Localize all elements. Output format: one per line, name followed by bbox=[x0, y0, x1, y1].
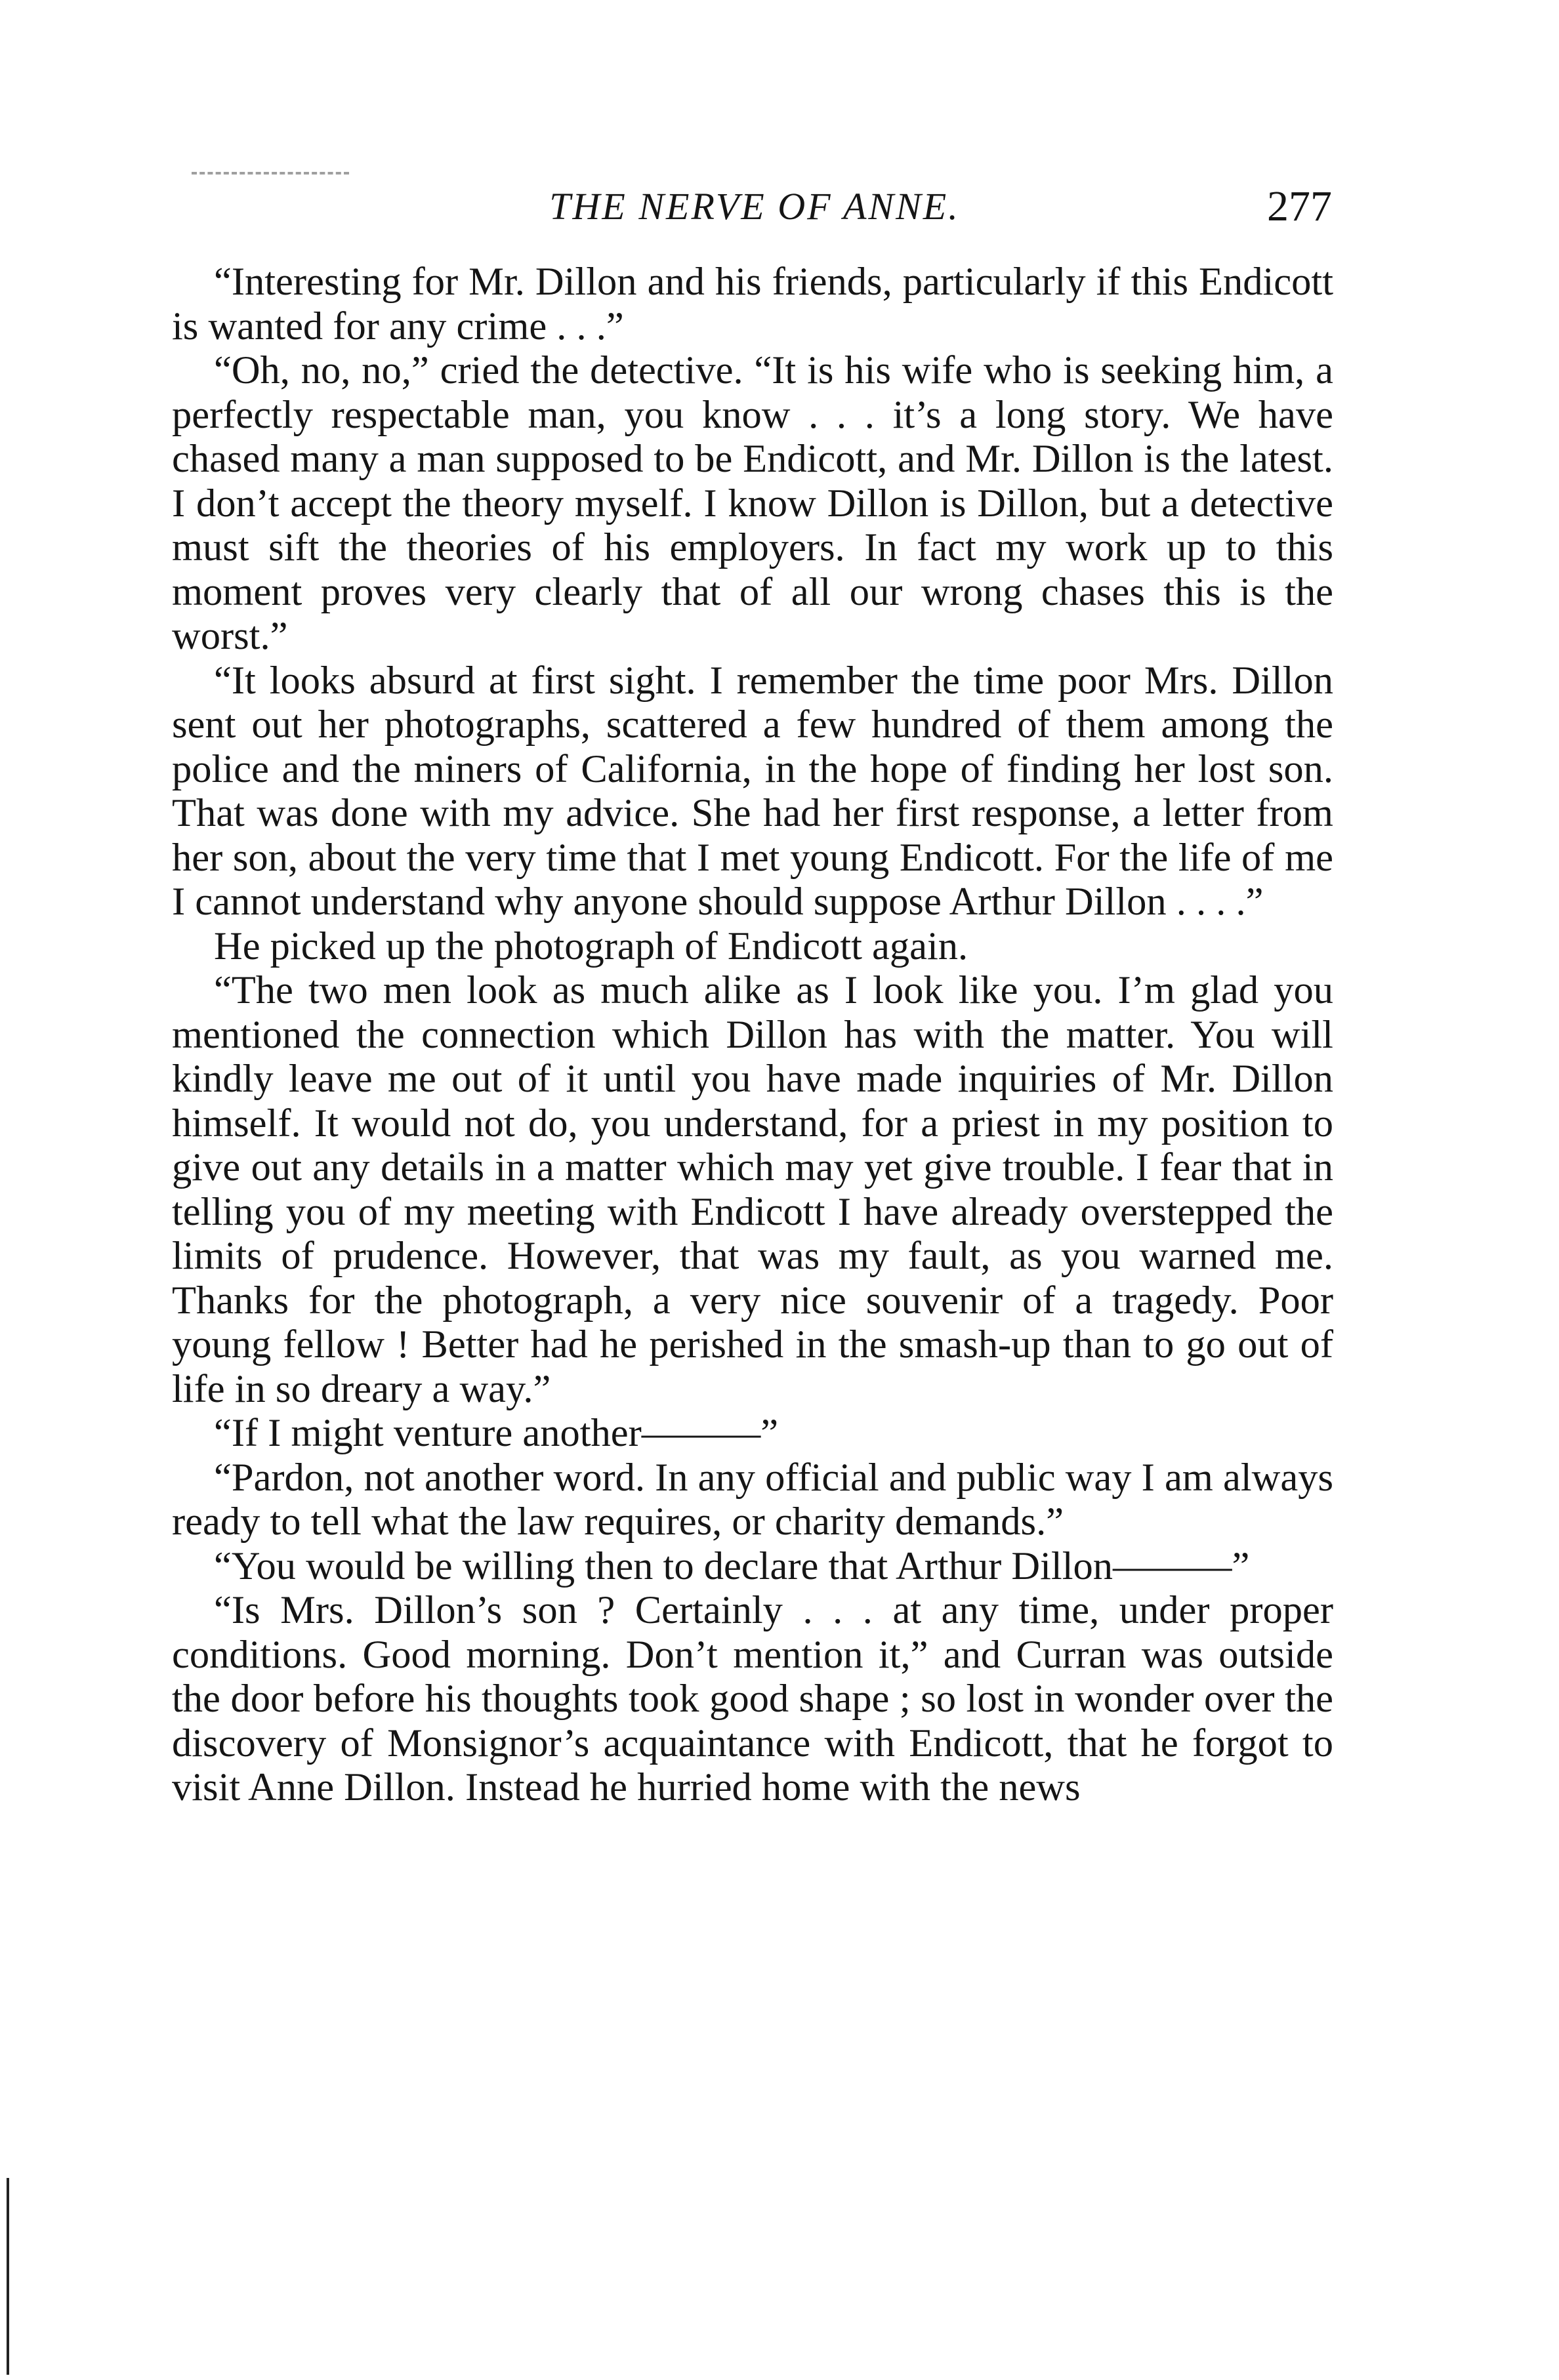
paragraph: “The two men look as much alike as I look like you. I’m glad you mentioned the connection which Dillon has with the matter. You will kindly leave me out of it until you have made inquiries of Mr. Dillon himself. It would not do, you understand, for a priest in my position to give out any details in a matter which may yet give trouble. I fear that in telling you of my meeting with Endicott I have already overstepped the limits of prudence. However, that was my fault, as you warned me. Thanks for the photograph, a very nice souvenir of a tragedy. Poor young fellow ! Better had he perished in the smash-up than to go out of life in so dreary a way.” bbox=[172, 968, 1333, 1411]
running-head bbox=[177, 177, 1332, 236]
paragraph: “Oh, no, no,” cried the detective. “It is his wife who is seeking him, a perfectly respectable man, you know . . . it’s a long story. We have chased many a man supposed to be Endicott, and Mr. Dillon is the latest. I don’t accept the theory myself. I know Dillon is Dillon, but a detective must sift the theories of his employers. In fact my work up to this moment proves very clearly that of all our wrong chases this is the worst.” bbox=[172, 348, 1333, 658]
page-number: 277 bbox=[1267, 182, 1332, 230]
paragraph: “Interesting for Mr. Dillon and his friends, particularly if this Endicott is wanted for any crime . . .” bbox=[172, 260, 1333, 348]
paragraph: “It looks absurd at first sight. I remember the time poor Mrs. Dillon sent out her photographs, scattered a few hundred of them among the police and the miners of California, in the hope of finding her lost son. That was done with my advice. She had her first response, a letter from her son, about the very time that I met young Endicott. For the life of me I cannot understand why anyone should suppose Arthur Dillon . . . .” bbox=[172, 658, 1333, 924]
scan-edge-rule bbox=[7, 2178, 9, 2375]
paragraph: “Pardon, not another word. In any official and public way I am always ready to tell what the law requires, or charity demands.” bbox=[172, 1455, 1333, 1544]
paragraph: “Is Mrs. Dillon’s son ? Certainly . . . at any time, under proper conditions. Good morning. Don’t mention it,” and Curran was outside the door before his thoughts took good shape ; so lost in wonder over the discovery of Monsignor’s acquaintance with Endicott, that he forgot to visit Anne Dillon. Instead he hurried home with the news bbox=[172, 1588, 1333, 1809]
paragraph: He picked up the photograph of Endicott again. bbox=[214, 924, 968, 968]
body-text bbox=[172, 260, 1333, 1810]
paragraph: “You would be willing then to declare that Arthur Dillon———” bbox=[214, 1544, 1250, 1588]
running-title: THE NERVE OF ANNE. bbox=[549, 185, 960, 228]
paragraph: “If I might venture another———” bbox=[214, 1411, 779, 1455]
